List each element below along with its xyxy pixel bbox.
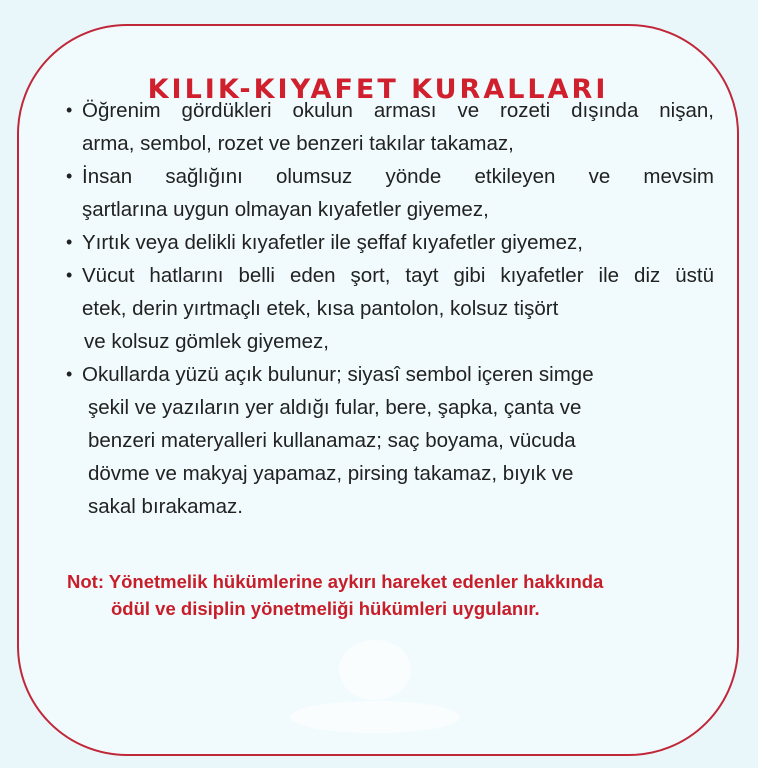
page-title: KILIK-KIYAFET KURALLARI [147,74,609,105]
footnote-line-1: Not: Yönetmelik hükümlerine aykırı hareket edenler hakkında [67,571,604,592]
rule-line: dövme ve makyaj yapamaz, pirsing takamaz, bıyık ve [88,462,574,485]
rule-item [64,94,714,160]
rule-item [64,226,714,259]
rule-line: Vücut hatlarını belli eden şort, tayt gibi kıyafetler ile diz üstü [82,264,714,287]
rule-line: İnsan sağlığını olumsuz yönde etkileyen ve mevsim [82,165,714,188]
bullet-icon: • [66,166,73,186]
rule-line: ve kolsuz gömlek giyemez, [84,330,329,353]
rule-item [64,160,714,226]
rule-line: sakal bırakamaz. [88,495,243,518]
watermark-logo-icon [285,625,465,735]
rules-list [64,94,714,523]
rule-line: Yırtık veya delikli kıyafetler ile şeffaf kıyafetler giyemez, [82,231,583,254]
rule-item [64,358,714,523]
bullet-icon: • [66,100,73,120]
rule-line: benzeri materyalleri kullanamaz; saç boyama, vücuda [88,429,576,452]
footnote-line-2: ödül ve disiplin yönetmeliği hükümleri uygulanır. [111,598,540,619]
rule-line: Öğrenim gördükleri okulun arması ve rozeti dışında nişan, [82,99,714,122]
bullet-icon: • [66,265,73,285]
rule-line: arma, sembol, rozet ve benzeri takılar takamaz, [82,132,514,155]
rule-line: Okullarda yüzü açık bulunur; siyasî sembol içeren simge [82,363,594,386]
footnote [67,568,707,622]
bullet-icon: • [66,364,73,384]
rule-item [64,259,714,358]
rule-line: şekil ve yazıların yer aldığı fular, bere, şapka, çanta ve [88,396,582,419]
rule-line: etek, derin yırtmaçlı etek, kısa pantolon, kolsuz tişört [82,297,559,320]
rule-line: şartlarına uygun olmayan kıyafetler giyemez, [82,198,489,221]
bullet-icon: • [66,232,73,252]
